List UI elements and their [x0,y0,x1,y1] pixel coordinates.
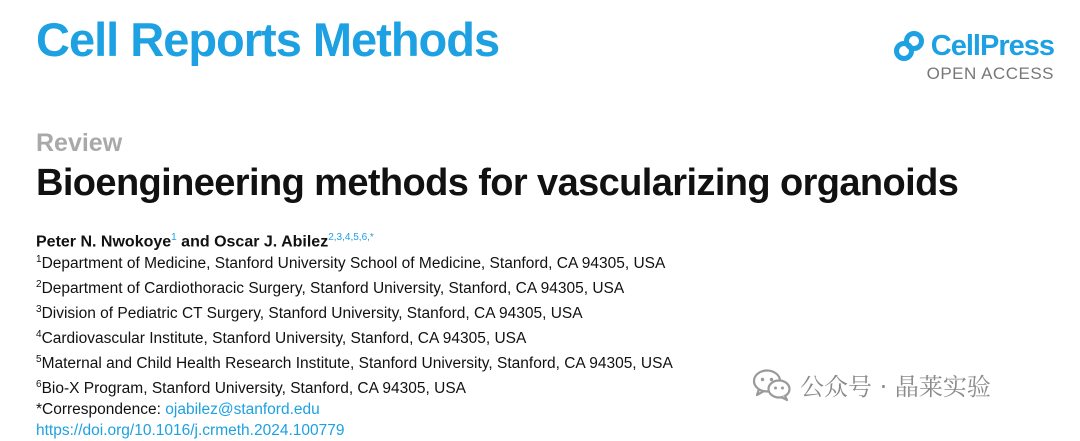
author-list [36,228,374,252]
affiliation-item [36,275,673,300]
affiliation-text: Bio-X Program, Stanford University, Stanford, CA 94305, USA [41,379,466,397]
publisher-name: CellPress [930,30,1054,62]
affiliation-item [36,300,673,325]
open-access-label: OPEN ACCESS [926,64,1054,83]
affiliation-number: 4 [36,328,42,340]
affiliation-item [36,250,673,275]
journal-title: Cell Reports Methods [36,13,500,66]
author-name[interactable]: Peter N. Nwokoye [36,233,172,251]
correspondence-email-link[interactable]: ojabilez@stanford.edu [165,400,320,418]
correspondence-label: *Correspondence: [36,400,161,418]
affiliation-number: 3 [36,303,42,315]
affiliation-number: 1 [36,254,42,265]
affiliation-text: Maternal and Child Health Research Institute, Stanford University, Stanford, CA 94305, USA [41,354,673,372]
affiliation-item [36,375,673,400]
affiliation-text: Division of Pediatric CT Surgery, Stanford University, Stanford, CA 94305, USA [41,305,583,323]
author-conjunction: and [181,233,210,251]
doi-link[interactable]: https://doi.org/10.1016/j.crmeth.2024.100779 [36,421,345,439]
affiliation-number: 6 [36,378,42,390]
author-name[interactable]: Oscar J. Abilez [214,233,329,251]
affiliation-item [36,350,673,375]
author-affiliation-marker[interactable]: 1 [171,232,177,243]
affiliation-number: 2 [36,278,42,290]
author-affiliation-marker[interactable]: 2,3,4,5,6,* [328,232,374,243]
cellpress-logo-icon [893,30,925,62]
affiliation-number: 5 [36,353,42,365]
doi-line [36,421,673,441]
watermark-text: 公众号 · 晶莱实验 [800,373,991,401]
affiliation-text: Department of Medicine, Stanford University School of Medicine, Stanford, CA 94305, USA [41,255,666,273]
article-type: Review [36,129,123,157]
affiliation-text: Department of Cardiothoracic Surgery, Stanford University, Stanford, CA 94305, USA [41,280,625,298]
affiliation-text: Cardiovascular Institute, Stanford University, Stanford, CA 94305, USA [41,330,527,348]
wechat-icon [752,368,792,402]
wechat-watermark [752,367,991,402]
affiliation-list [36,250,673,441]
correspondence-line [36,400,673,421]
publisher-block [893,30,1054,84]
affiliation-item [36,325,673,350]
article-title: Bioengineering methods for vascularizing organoids [36,162,959,204]
